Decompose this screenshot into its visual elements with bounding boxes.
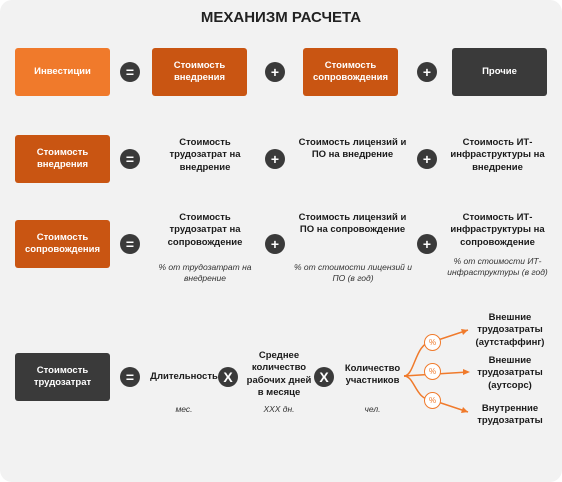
duration-unit: мес.	[175, 404, 193, 414]
plus-operator: +	[265, 149, 285, 169]
labor-cost-head: Стоимость трудозатрат	[15, 353, 110, 401]
equals-operator: =	[120, 149, 140, 169]
multiply-operator: X	[314, 367, 334, 387]
labor-cost-implementation: Стоимость трудозатрат на внедрение	[169, 137, 241, 173]
working-days-unit: XXX дн.	[263, 404, 295, 414]
labor-cost-support: Стоимость трудозатрат на сопровождение	[167, 212, 243, 248]
duration-label: Длительность	[150, 371, 218, 382]
investments-box: Инвестиции	[15, 48, 110, 96]
plus-operator: +	[265, 62, 285, 82]
working-days-label: Среднее количество рабочих дней в месяце	[246, 350, 312, 399]
support-cost-head: Стоимость сопровождения	[15, 220, 110, 268]
internal-labor-label: Внутренние трудозатраты	[477, 403, 543, 427]
diagram-title: МЕХАНИЗМ РАСЧЕТА	[200, 9, 362, 26]
licenses-cost-support: Стоимость лицензий и ПО на сопровождение	[298, 212, 407, 236]
implementation-cost-box: Стоимость внедрения	[152, 48, 247, 96]
other-costs-box: Прочие	[452, 48, 547, 96]
equals-operator: =	[120, 62, 140, 82]
plus-operator: +	[265, 234, 285, 254]
plus-operator: +	[417, 149, 437, 169]
implementation-cost-head: Стоимость внедрения	[15, 135, 110, 183]
licenses-cost-implementation: Стоимость лицензий и ПО на внедрение	[298, 137, 407, 161]
labor-cost-support-note: % от трудозатрат на внедрение	[158, 262, 252, 284]
equals-operator: =	[120, 367, 140, 387]
percent-icon: %	[424, 334, 441, 351]
participants-label: Количество участников	[344, 363, 401, 387]
support-cost-box: Стоимость сопровождения	[303, 48, 398, 96]
it-infrastructure-cost-implementation: Стоимость ИТ-инфраструктуры на внедрение	[450, 137, 545, 173]
external-outstaffing-label: Внешние трудозатраты (аутстаффинг)	[475, 312, 545, 348]
it-infrastructure-cost-support: Стоимость ИТ-инфраструктуры на сопровождение	[450, 212, 545, 248]
equals-operator: =	[120, 234, 140, 254]
plus-operator: +	[417, 234, 437, 254]
it-infrastructure-cost-support-note: % от стоимости ИТ-инфраструктуры (в год)	[447, 256, 548, 278]
plus-operator: +	[417, 62, 437, 82]
licenses-cost-support-note: % от стоимости лицензий и ПО (в год)	[293, 262, 413, 284]
percent-icon: %	[424, 363, 441, 380]
multiply-operator: X	[218, 367, 238, 387]
external-outsourcing-label: Внешние трудозатраты (аутсорс)	[477, 355, 543, 391]
participants-unit: чел.	[364, 404, 381, 414]
percent-icon: %	[424, 392, 441, 409]
